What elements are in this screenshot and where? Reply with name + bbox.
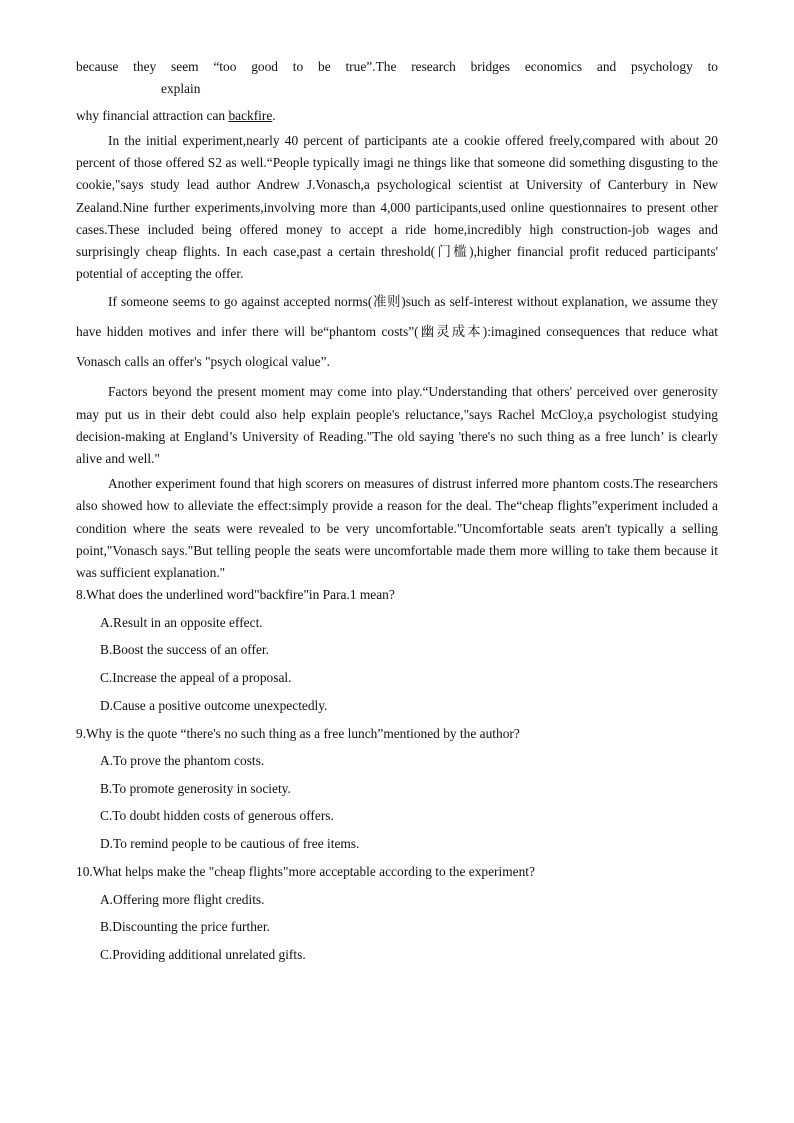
option-d: D.To remind people to be cautious of free items. (100, 836, 360, 851)
question-9 (76, 723, 718, 855)
option-b: B.Boost the success of an offer. (100, 642, 269, 658)
paragraph-5: Another experiment found that high scorers on measures of distrust inferred more phantom costs.The researchers also showed how to alleviate the effect:simply provide a reason for the deal. The“cheap flights”experiment included a condition where the seats were revealed to be very uncomfortable."Uncomfortable seats aren't typically a selling point,"Vonasch says."But telling people the seats were uncomfortable made them more willing to take them because it was sufficient explanation." (76, 476, 718, 581)
underlined-word-backfire: backfire (228, 108, 273, 123)
intro-line-3-period: . (272, 108, 276, 123)
passage-intro-line-3 (76, 105, 718, 127)
option-b: B.To promote generosity in society. (100, 780, 291, 796)
option-b: B.Discounting the price further. (100, 919, 270, 935)
paragraph-3: If someone seems to go against accepted norms(准则)such as self-interest without explanation, we assume they have hidden motives and infer there will be“phantom costs”(幽灵成本):imagined consequences that reduce what Vonasch calls an offer's "psych ological value”. (76, 294, 718, 370)
paragraph-4: Factors beyond the present moment may come into play.“Understanding that others' perceived over generosity may put us in their debt could also help explain people's reluctance,"says Rachel McCloy,a psychologist studying decision-making at England’s University of Reading."The old saying 'there's no such thing as a free lunch’ is clearly alive and well." (76, 384, 718, 467)
exam-page (76, 56, 718, 966)
intro-line-3-text: why financial attraction can (76, 108, 229, 123)
option-c: C.To doubt hidden costs of generous offers. (100, 808, 334, 824)
option-a: A.Offering more flight credits. (100, 891, 265, 907)
question-8 (76, 584, 718, 716)
option-d: D.Cause a positive outcome unexpectedly. (100, 697, 328, 713)
question-10 (76, 861, 718, 966)
passage-intro-line-2: explain (161, 81, 201, 96)
option-a: A.Result in an opposite effect. (100, 614, 263, 630)
passage-intro-line-1: because they seem “too good to be true”.The research bridges economics and psychology to (76, 59, 718, 74)
question-stem: 8.What does the underlined word"backfire"in Para.1 mean? (76, 587, 395, 603)
question-stem: 9.Why is the quote “there's no such thing as a free lunch”mentioned by the author? (76, 725, 520, 741)
option-c: C.Increase the appeal of a proposal. (100, 670, 292, 686)
paragraph-2: In the initial experiment,nearly 40 percent of participants ate a cookie offered freely,compared with about 20 percent of those offered S2 as well.“People typically imagi ne things like that someone did something disgusting to the cookie,"says study lead author Andrew J.Vonasch,a psychological scientist at University of Canterbury in New Zealand.Nine further experiments,involving more than 4,000 participants,used online questionnaires to present other cases.These included being offered money to accept a ride home,incredibly high construction-job wages and surprisingly cheap flights. In each case,past a certain threshold(门槛),higher financial profit reduced participants' potential of accepting the offer. (76, 133, 718, 282)
option-c: C.Providing additional unrelated gifts. (100, 946, 306, 962)
question-stem: 10.What helps make the "cheap flights"more acceptable according to the experiment? (76, 864, 535, 879)
option-a: A.To prove the phantom costs. (100, 753, 265, 769)
